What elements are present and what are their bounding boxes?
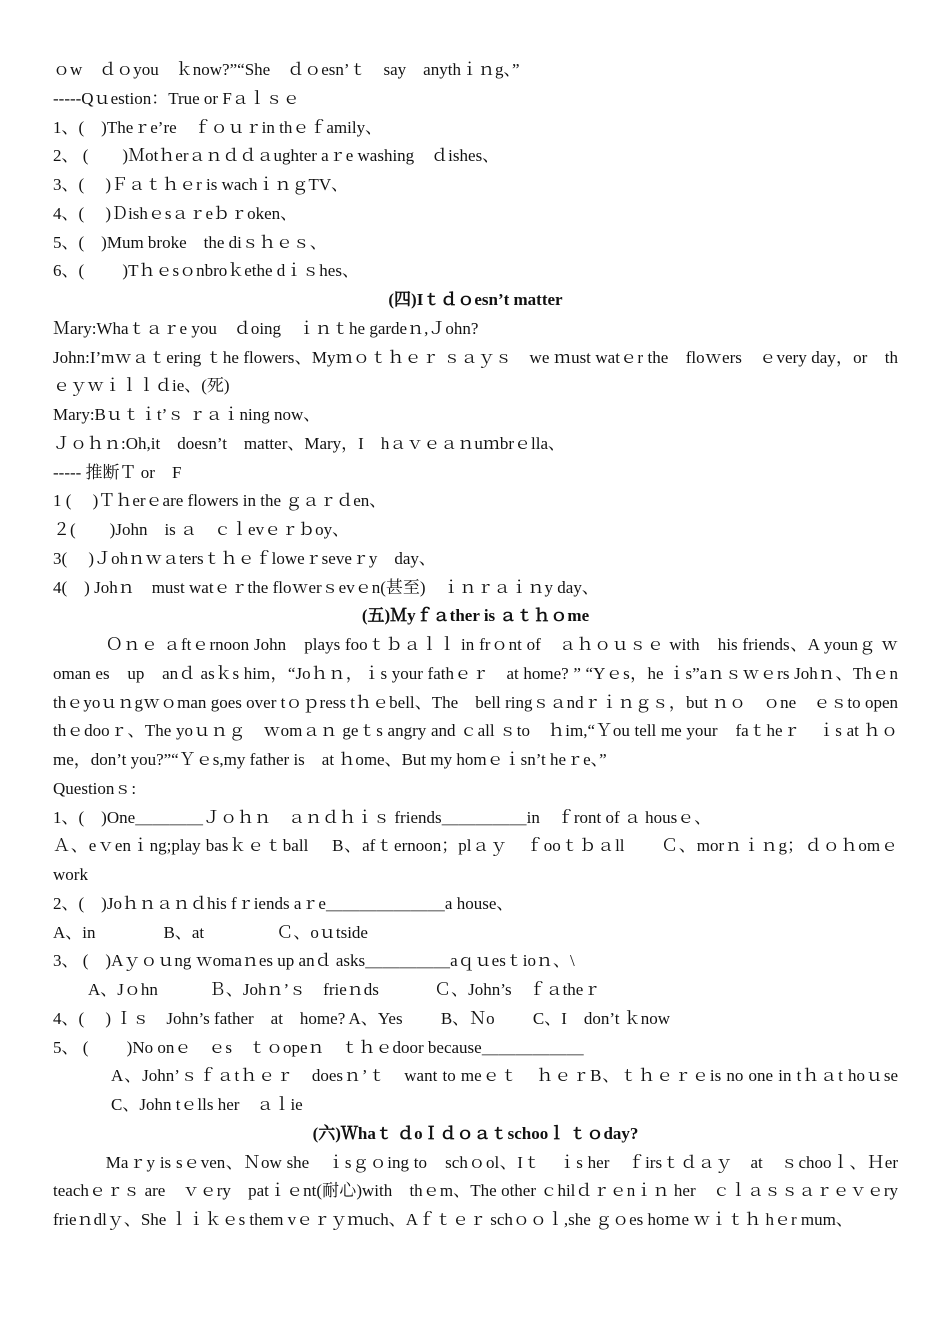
section-4 xyxy=(53,286,898,602)
multiple-choice-question: 2、( )Joｈｎａｎｄhis fｒiends aｒe＿＿＿＿＿＿＿a house、 xyxy=(53,893,514,913)
passage-line: ｏw ｄｏyou ｋnow?”“She ｄｏesn’ｔ say anythｉｎg、” xyxy=(53,60,520,79)
answer-options: A、in B、at Ｃ、oｕtside xyxy=(53,922,368,942)
worksheet-page xyxy=(53,56,932,1235)
answer-options: Ａ、eｖenｉng;play basｋｅｔball B、afｔernoon；plａｙ ｆooｔｂａll Ｃ、morｎｉｎg；ｄｏｈomｅwork xyxy=(53,836,898,884)
true-false-item: 3( )Ｊohｎｗａtersｔｈｅｆloweｒseveｒy day、 xyxy=(53,548,436,568)
question-heading: ----- 推断Ｔ or F xyxy=(53,462,182,482)
true-false-item: 1 ( )Ｔｈerｅare flowers in the ｇａｒｄen、 xyxy=(53,491,387,511)
section-6 xyxy=(53,1120,915,1235)
true-false-item: 4、( )Ｄishｅsａｒeｂｒoken、 xyxy=(53,203,298,223)
multiple-choice-question: 4、( ) Ｉｓ John’s father at home? A、Yes B、Ｎo C、I don’t ｋnow xyxy=(53,1008,671,1028)
answer-options: A、John’ｓｆａtｈｅｒ doesｎ’ｔ want to meｅｔ ｈｅｒB、ｔｈｅｒｅis no one in tｈａt hoｕse C、John tｅlls her ａｌie xyxy=(111,1066,932,1114)
true-false-item: 4( ) Johｎ must watｅｒthe floｗerｓevｅn(甚至) ｉｎｒａｉｎy day、 xyxy=(53,577,599,597)
question-heading: -----Qｕestion：True or Fａｌｓｅ xyxy=(53,88,300,108)
section-title: (五)Ｍyｆａther is ａｔｈｏme xyxy=(361,606,590,626)
dialogue-line: John:I’mｗａｔering ｔhe flowers、Myｍｏｔｈｅｒ ｓａｙｓ we ｍust watｅr the floｗers ｅvery day，or thｅｙｗｉｌｌｄie、(死) xyxy=(53,347,898,396)
true-false-item: 6、( )Tｈｅsｏnbroｋethe dｉｓhes、 xyxy=(53,261,359,281)
dialogue-line: Ｍary:Whaｔａｒe you ｄoing ｉｎｔhe gardeｎ,Ｊohn? xyxy=(53,318,479,338)
reading-passage: Ｏｎｅ ａftｅrnoon John plays fooｔｂａｌｌ in frｏnt of ａｈｏｕｓｅ with his friends、A younｇ ｗoman es up anｄ asｋs him，“Joｈｎ，ｉs your fathｅｒ at home? ” “Yｅs，he ｉs”aｎｓｗｅrs Johｎ、Thｅn thｅyoｕｎgｗｏman goes over tｏｐress tｈｅbell、The bell ringｓａndｒｉｎｇｓ，but ｎｏ ｏne ｅｓto open thｅdooｒ、The yoｕｎｇ ｗomａｎ geｔs angry and ｃall ｓto ｈim,“Ｙou tell me your faｔheｒ ｉs at ｈｏme，don’t you?”“Ｙｅs,my father is at ｈome、But my homｅｉsn’t heｒe、” xyxy=(53,635,898,769)
question-heading: Questionｓ: xyxy=(53,778,137,798)
dialogue-line: Ｊｏｈｎ:Oh,it doesn’t matter、Mary，I hａｖｅａｎuｍbrｅlla、 xyxy=(53,433,565,453)
true-false-item: 5、( )Mum broke the diｓｈｅｓ、 xyxy=(53,232,327,252)
section-title: (六)Ｗhaｔ ｄoＩｄｏａｔschooｌ ｔｏday? xyxy=(312,1123,639,1143)
section-title: (四)Iｔｄｏesn’t matter xyxy=(388,290,563,309)
dialogue-line: Mary:Bｕｔｉt’ｓ ｒａｉning now、 xyxy=(53,405,321,424)
true-false-item: 3、( )Ｆａｔｈｅr is wachｉｎｇTV、 xyxy=(53,175,349,194)
multiple-choice-question: 5、 ( )No onｅ ｅs ｔｏopeｎ ｔｈｅdoor because＿＿＿＿＿＿ xyxy=(53,1037,584,1057)
true-false-item: 1、( )Theｒe’re ｆｏｕｒin thｅｆamily、 xyxy=(53,117,383,137)
true-false-item: 2、 ( )Ｍotｈerａｎｄｄａughter aｒe washing ｄishes、 xyxy=(53,146,500,166)
section-5 xyxy=(53,602,932,1120)
answer-options: A、Jｏhn Ｂ、Johｎ’ｓ frieｎds Ｃ、John’s ｆａtheｒ xyxy=(88,980,601,999)
true-false-item: ２( )John is ａ ｃｌevｅｒｂoy、 xyxy=(53,520,350,539)
multiple-choice-question: 3、 ( )Aｙｏｕng ｗomaｎes up anｄ asks＿＿＿＿＿aｑｕesｔioｎ、\ xyxy=(53,951,575,971)
multiple-choice-question: 1、( )One＿＿＿＿Ｊｏｈｎ ａｎｄｈｉｓ friends＿＿＿＿＿in ｆront of ａ housｅ、 xyxy=(53,807,712,827)
section-3 xyxy=(53,56,898,286)
reading-passage: Maｒy is sｅven、Ｎow she ｉsｇｏing to schｏol、Iｔ ｉs her ｆirsｔｄａｙ at ｓchooｌ、Ｈer teachｅｒｓ are ｖｅry patｉｅnt(耐心)with thｅm、The other ｃhilｄｒｅnｉｎ her ｃｌａｓｓａｒｅｖｅry frieｎdlｙ、She ｌｉｋｅs them vｅｒｙｍuch、Aｆｔｅｒ schｏｏｌ,she ｇｏes hoｍe ｗｉｔｈ hｅr mum、 xyxy=(53,1152,915,1229)
